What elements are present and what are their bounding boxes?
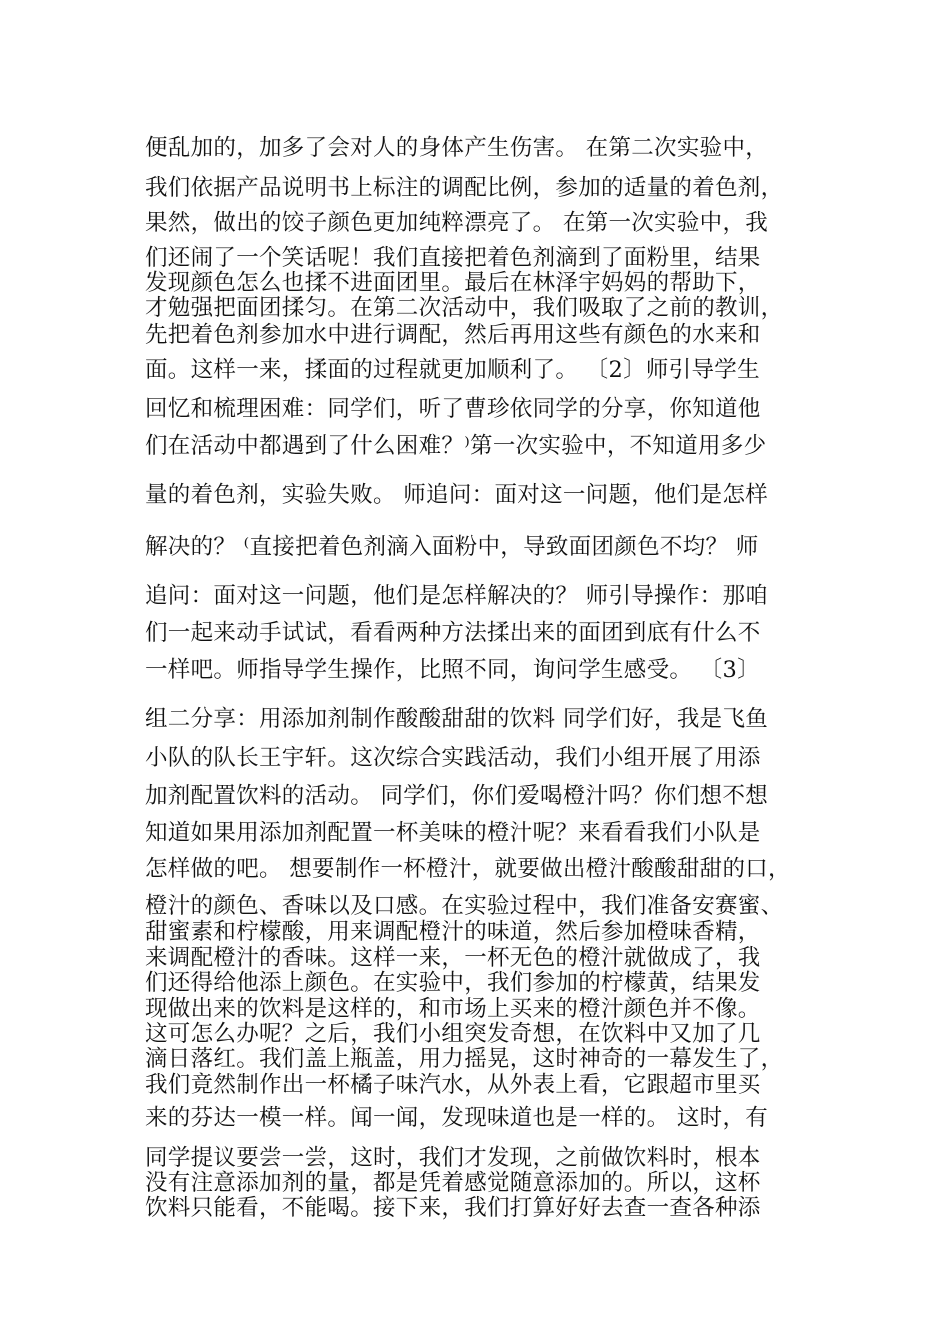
text-line: 滴日落红。我们盖上瓶盖，用力摇晃，这时神奇的一幕发生了， xyxy=(145,1046,784,1072)
text-line: 我们竟然制作出一杯橘子味汽水，从外表上看，它跟超市里买 xyxy=(145,1072,761,1098)
text-line: 小队的队长王宇轩。这次综合实践活动，我们小组开展了用添 xyxy=(145,745,761,771)
text-line: 果然，做出的饺子颜色更加纯粹漂亮了。 在第一次实验中，我 xyxy=(145,210,769,236)
text-line: 一样吧。师指导学生操作，比照不同，询问学生感受。 〔3〕 xyxy=(145,657,760,683)
text-line: 知道如果用添加剂配置一杯美味的橙汁呢？来看看我们小队是 xyxy=(145,820,761,846)
text-line: 们在活动中都遇到了什么困难？⁾第一次实验中，不知道用多少 xyxy=(145,433,767,459)
text-line: 面。这样一来，揉面的过程就更加顺利了。 〔2〕师引导学生 xyxy=(145,357,760,383)
text-line: 们一起来动手试试，看看两种方法揉出来的面团到底有什么不 xyxy=(145,620,761,646)
text-line: 同学提议要尝一尝，这时，我们才发现，之前做饮料时，根本 xyxy=(145,1145,761,1171)
text-line: 我们依据产品说明书上标注的调配比例，参加的适量的着色剂， xyxy=(145,175,784,201)
text-line: 发现颜色怎么也揉不进面团里。最后在林泽宇妈妈的帮助下， xyxy=(145,270,761,296)
text-line: 组二分享：用添加剂制作酸酸甜甜的饮料 同学们好，我是飞鱼 xyxy=(145,706,769,732)
text-line: 没有注意添加剂的量，都是凭着感觉随意添加的。所以，这杯 xyxy=(145,1170,761,1196)
text-line: 先把着色剂参加水中进行调配，然后再用这些有颜色的水来和 xyxy=(145,322,761,348)
text-line: 怎样做的吧。 想要制作一杯橙汁，就要做出橙汁酸酸甜甜的口， xyxy=(145,856,791,882)
text-line: 便乱加的，加多了会对人的身体产生伤害。 在第二次实验中， xyxy=(145,135,769,161)
text-line: 们还闹了一个笑话呢！我们直接把着色剂滴到了面粉里，结果 xyxy=(145,245,761,271)
text-line: 解决的？ ⁽直接把着色剂滴入面粉中，导致面团颜色不均？ 师 xyxy=(145,534,759,560)
text-line: 量的着色剂，实验失败。 师追问：面对这一问题，他们是怎样 xyxy=(145,482,769,508)
text-line: 饮料只能看，不能喝。接下来，我们打算好好去查一查各种添 xyxy=(145,1195,761,1221)
text-line: 这可怎么办呢？之后，我们小组突发奇想，在饮料中又加了几 xyxy=(145,1021,761,1047)
text-line: 橙汁的颜色、香味以及口感。在实验过程中，我们准备安赛蜜、 xyxy=(145,893,784,919)
text-line: 来调配橙汁的香味。这样一来，一杯无色的橙汁就做成了，我 xyxy=(145,945,761,971)
text-line: 甜蜜素和柠檬酸，用来调配橙汁的味道，然后参加橙味香精， xyxy=(145,919,761,945)
text-line: 们还得给他添上颜色。在实验中，我们参加的柠檬黄，结果发 xyxy=(145,970,761,996)
text-line: 才勉强把面团揉匀。在第二次活动中，我们吸取了之前的教训， xyxy=(145,295,784,321)
text-line: 追问：面对这一问题，他们是怎样解决的？ 师引导操作：那咱 xyxy=(145,583,769,609)
text-line: 加剂配置饮料的活动。 同学们，你们爱喝橙汁吗？你们想不想 xyxy=(145,783,769,809)
text-line: 回忆和梳理困难：同学们，听了曹珍依同学的分享，你知道他 xyxy=(145,396,761,422)
text-line: 现做出来的饮料是这样的，和市场上买来的橙汁颜色并不像。 xyxy=(145,996,761,1022)
text-line: 来的芬达一模一样。闻一闻，发现味道也是一样的。 这时，有 xyxy=(145,1105,769,1131)
